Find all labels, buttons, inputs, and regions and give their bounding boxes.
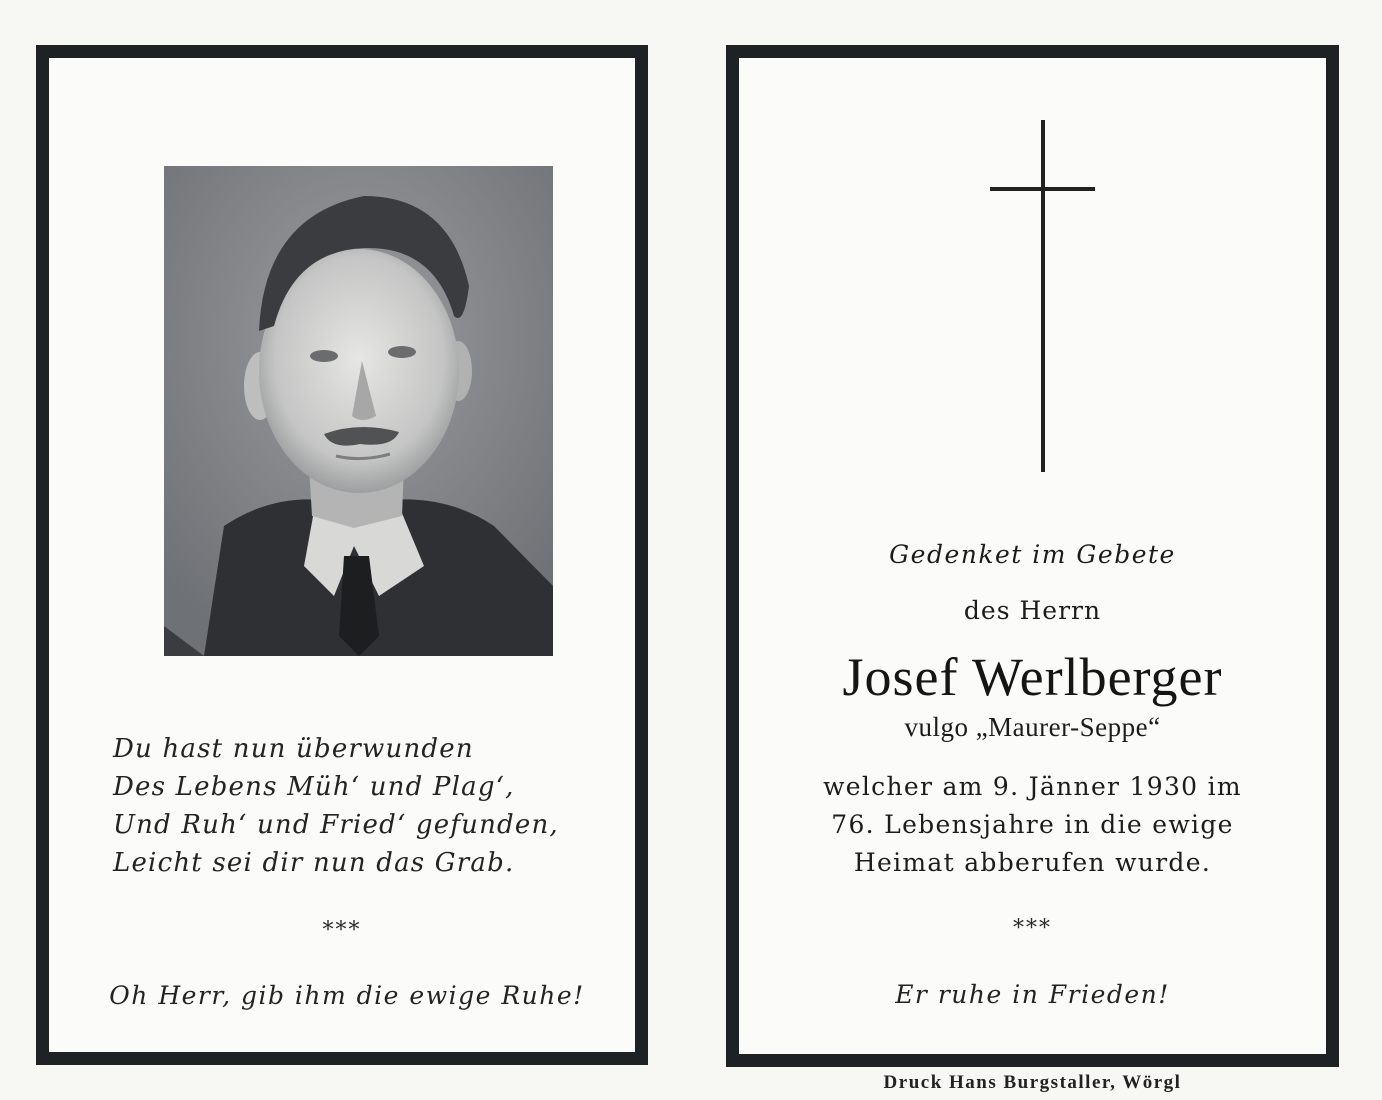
- latin-cross-icon: [989, 120, 1099, 480]
- bio-line: welcher am 9. Jänner 1930 im: [823, 772, 1242, 801]
- portrait-photo: [164, 166, 553, 656]
- poem-line: Des Lebens Müh‘ und Plag‘,: [113, 772, 515, 802]
- poem-line: Und Ruh‘ und Fried‘ gefunden,: [113, 810, 559, 840]
- poem-verse: [113, 730, 633, 882]
- honorific: des Herrn: [963, 596, 1102, 625]
- separator-stars: ***: [1013, 916, 1052, 941]
- separator-stars: ***: [322, 918, 362, 943]
- remember-heading: Gedenket im Gebete: [889, 540, 1176, 569]
- poem-line: Leicht sei dir nun das Grab.: [113, 848, 515, 878]
- nickname: vulgo „Maurer-Seppe“: [904, 712, 1161, 742]
- closing-prayer: Oh Herr, gib ihm die ewige Ruhe!: [109, 981, 585, 1010]
- memorial-card-right: [726, 45, 1339, 1067]
- closing-blessing: Er ruhe in Frieden!: [895, 980, 1170, 1009]
- portrait-image: [164, 166, 553, 656]
- poem-line: Du hast nun überwunden: [113, 734, 474, 764]
- memorial-card-left: [36, 45, 648, 1065]
- printer-credit: Druck Hans Burgstaller, Wörgl: [883, 1072, 1182, 1093]
- deceased-name: Josef Werlberger: [842, 647, 1223, 707]
- bio-line: 76. Lebensjahre in die ewige: [831, 810, 1234, 839]
- bio-line: Heimat abberufen wurde.: [853, 848, 1212, 877]
